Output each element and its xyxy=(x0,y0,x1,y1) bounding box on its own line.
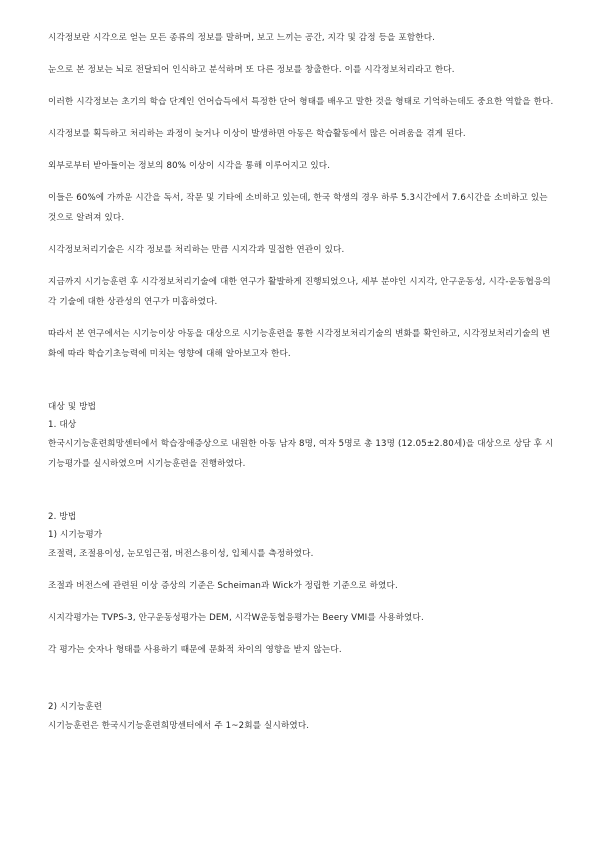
section-title-methods: 대상 및 방법 xyxy=(48,402,97,412)
intro-paragraph-3: 이러한 시각정보는 초기의 학습 단계인 언어습득에서 특정한 단어 형태를 배우고 말한 것을 형태로 기억하는데도 중요한 역할을 한다. xyxy=(48,97,554,107)
intro-paragraph-2: 눈으로 본 정보는 뇌로 전달되어 인식하고 분석하며 또 다른 정보를 창출한다. 이를 시각정보처리라고 한다. xyxy=(48,65,455,75)
spacer xyxy=(48,672,555,698)
intro-paragraph-1: 시각정보란 시각으로 얻는 모든 종류의 정보를 말하며, 보고 느끼는 공간, 지각 및 감정 등을 포함한다. xyxy=(48,33,436,43)
subsection-heading-evaluation: 1) 시기능평가 xyxy=(48,530,103,540)
evaluation-paragraph-1: 조절력, 조절용이성, 눈모임근점, 버전스용이성, 입체시를 측정하였다. xyxy=(48,549,314,559)
evaluation-paragraph-3: 시지각평가는 TVPS-3, 안구운동성평가는 DEM, 시각W운동협응평가는 Beery VMI를 사용하였다. xyxy=(48,613,424,623)
intro-paragraph-6: 이들은 60%에 가까운 시간을 독서, 작문 및 기타에 소비하고 있는데, 한국 학생의 경우 하루 5.3시간에서 7.6시간을 소비하고 있는 것으로 알려져 있다. xyxy=(48,193,548,223)
intro-paragraph-9: 따라서 본 연구에서는 시기능이상 아동을 대상으로 시기능훈련을 통한 시각정보처리기술의 변화를 확인하고, 시각정보처리기술의 변화에 따라 학습기초능력에 미치는 영향에 대해 알아보고자 한다. xyxy=(48,329,551,359)
spacer xyxy=(48,376,555,398)
subsection-heading-subject: 1. 대상 xyxy=(48,420,77,430)
subsection-heading-method: 2. 방법 xyxy=(48,512,77,522)
intro-paragraph-7: 시각정보처리기술은 시각 정보를 처리하는 만큼 시지각과 밀접한 연관이 있다. xyxy=(48,245,345,255)
intro-paragraph-4: 시각정보를 획득하고 처리하는 과정이 늦거나 이상이 발생하면 아동은 학습활동에서 많은 어려움을 겪게 된다. xyxy=(48,129,466,139)
intro-paragraph-5: 외부로부터 받아들이는 정보의 80% 이상이 시각을 통해 이루어지고 있다. xyxy=(48,161,331,171)
spacer xyxy=(48,486,555,508)
intro-paragraph-8: 지금까지 시기능훈련 후 시각정보처리기술에 대한 연구가 활발하게 진행되었으나, 세부 분야인 시지각, 안구운동성, 시각-운동협응의 각 기술에 대한 상관성의 연구가 미흡하였다. xyxy=(48,277,551,307)
training-paragraph: 시기능훈련은 한국시기능훈련희망센터에서 주 1~2회를 실시하였다. xyxy=(48,721,310,731)
subsection-heading-training: 2) 시기능훈련 xyxy=(48,702,103,712)
subject-paragraph: 한국시기능훈련희망센터에서 학습장애증상으로 내원한 아동 남자 8명, 여자 5명로 총 13명 (12.05±2.80세)을 대상으로 상담 후 시기능평가를 실시하였으며 시기능훈련을 진행하였다. xyxy=(48,439,554,469)
evaluation-paragraph-2: 조절과 버전스에 관련된 이상 증상의 기준은 Scheiman과 Wick가 정립한 기준으로 하였다. xyxy=(48,581,398,591)
evaluation-paragraph-4: 각 평가는 숫자나 형태를 사용하기 때문에 문화적 차이의 영향을 받지 않는다. xyxy=(48,645,342,655)
